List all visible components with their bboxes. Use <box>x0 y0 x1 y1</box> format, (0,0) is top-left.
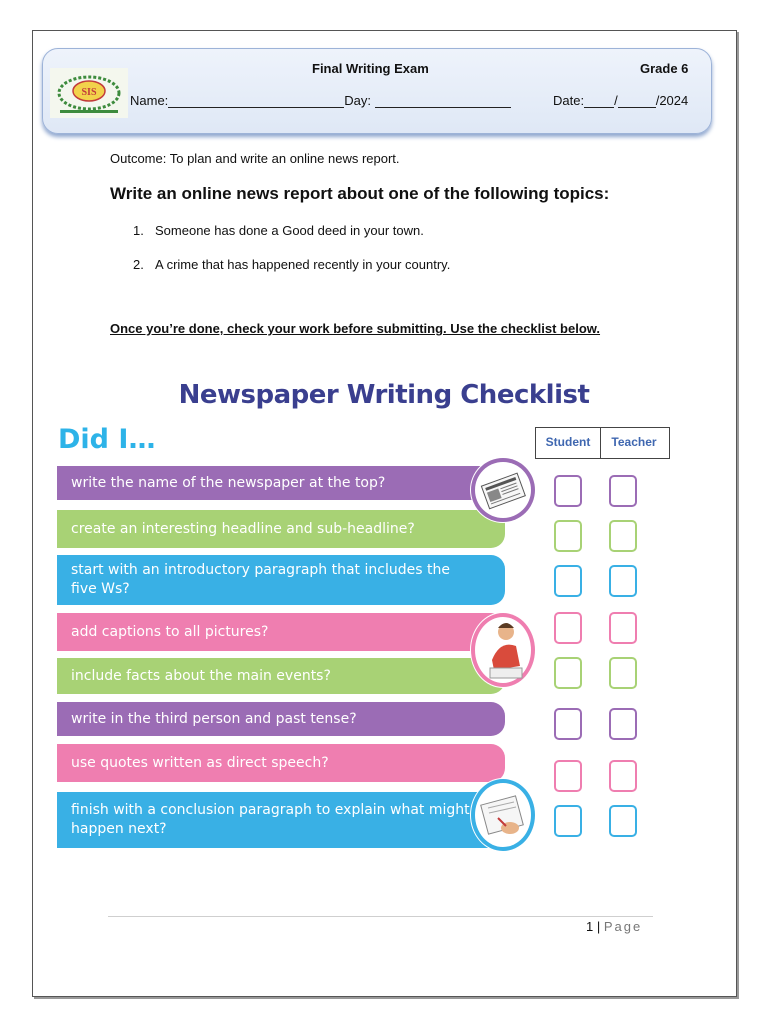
grade-label: Grade 6 <box>640 61 689 76</box>
did-i-heading: Did I… <box>58 424 156 455</box>
teacher-checkbox[interactable] <box>609 475 637 507</box>
teacher-checkbox[interactable] <box>609 657 637 689</box>
topic-item <box>133 223 424 238</box>
checklist-item <box>57 466 505 500</box>
student-checkbox[interactable] <box>554 657 582 689</box>
topic-text: A crime that has happened recently in your country. <box>155 257 451 272</box>
checklist-item-text: add captions to all pictures? <box>71 623 269 640</box>
student-checkbox[interactable] <box>554 708 582 740</box>
checklist-item <box>57 613 505 651</box>
checklist-item <box>57 702 505 736</box>
student-checkbox[interactable] <box>554 565 582 597</box>
checklist-item <box>57 744 505 782</box>
checklist-item-text: use quotes written as direct speech? <box>71 754 329 771</box>
day-blank[interactable] <box>375 94 511 108</box>
student-column-header: Student <box>535 427 601 459</box>
checklist-title: Newspaper Writing Checklist <box>178 380 590 410</box>
date-year: /2024 <box>655 93 689 108</box>
checklist-item-text: write in the third person and past tense? <box>71 710 357 727</box>
checklist-item <box>57 555 505 605</box>
student-checkbox[interactable] <box>554 612 582 644</box>
teacher-checkbox[interactable] <box>609 760 637 792</box>
teacher-checkbox[interactable] <box>609 708 637 740</box>
date-month-blank[interactable] <box>618 94 656 108</box>
checklist-item-text: start with an introductory paragraph that includes the <box>71 562 450 578</box>
checklist-item <box>57 510 505 548</box>
date-separator: / <box>614 93 618 108</box>
name-label: Name: <box>130 93 169 108</box>
topic-number: 1. <box>133 223 144 238</box>
checklist-item-text: create an interesting headline and sub-headline? <box>71 520 415 537</box>
date-field[interactable] <box>553 93 688 108</box>
page-label: Page <box>603 919 643 934</box>
teacher-checkbox[interactable] <box>609 520 637 552</box>
student-checkbox[interactable] <box>554 805 582 837</box>
school-logo <box>50 68 128 118</box>
day-label: Day: <box>344 93 372 108</box>
teacher-column-header: Teacher <box>599 427 670 459</box>
student-checkbox[interactable] <box>554 475 582 507</box>
outcome-text: Outcome: To plan and write an online news report. <box>110 151 400 166</box>
submission-note: Once you’re done, check your work before submitting. Use the checklist below. <box>110 321 601 336</box>
page-number-value: 1 <box>586 919 594 934</box>
checklist-item-text: five Ws? <box>71 581 130 597</box>
checklist-item <box>57 658 505 694</box>
child-writing-illustration <box>470 612 536 688</box>
student-checkbox[interactable] <box>554 520 582 552</box>
student-checkbox[interactable] <box>554 760 582 792</box>
teacher-checkbox[interactable] <box>609 612 637 644</box>
topic-number: 2. <box>133 257 144 272</box>
checklist-item-text: finish with a conclusion paragraph to explain what might <box>71 802 470 818</box>
logo-text: SIS <box>81 87 97 98</box>
task-heading: Write an online news report about one of the following topics: <box>110 184 610 203</box>
checklist-item-text: include facts about the main events? <box>71 667 331 684</box>
page-number <box>586 919 642 934</box>
checklist-item <box>57 792 505 848</box>
newspaper-illustration <box>470 457 536 523</box>
topic-text: Someone has done a Good deed in your town. <box>155 223 424 238</box>
name-field[interactable] <box>130 93 511 108</box>
date-label: Date: <box>553 93 585 108</box>
checklist-item-text: happen next? <box>71 821 167 837</box>
hands-writing-illustration <box>470 778 536 852</box>
exam-title: Final Writing Exam <box>312 61 429 76</box>
name-blank[interactable] <box>168 94 344 108</box>
teacher-checkbox[interactable] <box>609 565 637 597</box>
page-separator: | <box>596 919 601 934</box>
teacher-checkbox[interactable] <box>609 805 637 837</box>
topic-item <box>133 257 450 272</box>
footer-divider <box>108 916 653 917</box>
date-day-blank[interactable] <box>584 94 614 108</box>
checklist-item-text: write the name of the newspaper at the top? <box>71 474 386 491</box>
